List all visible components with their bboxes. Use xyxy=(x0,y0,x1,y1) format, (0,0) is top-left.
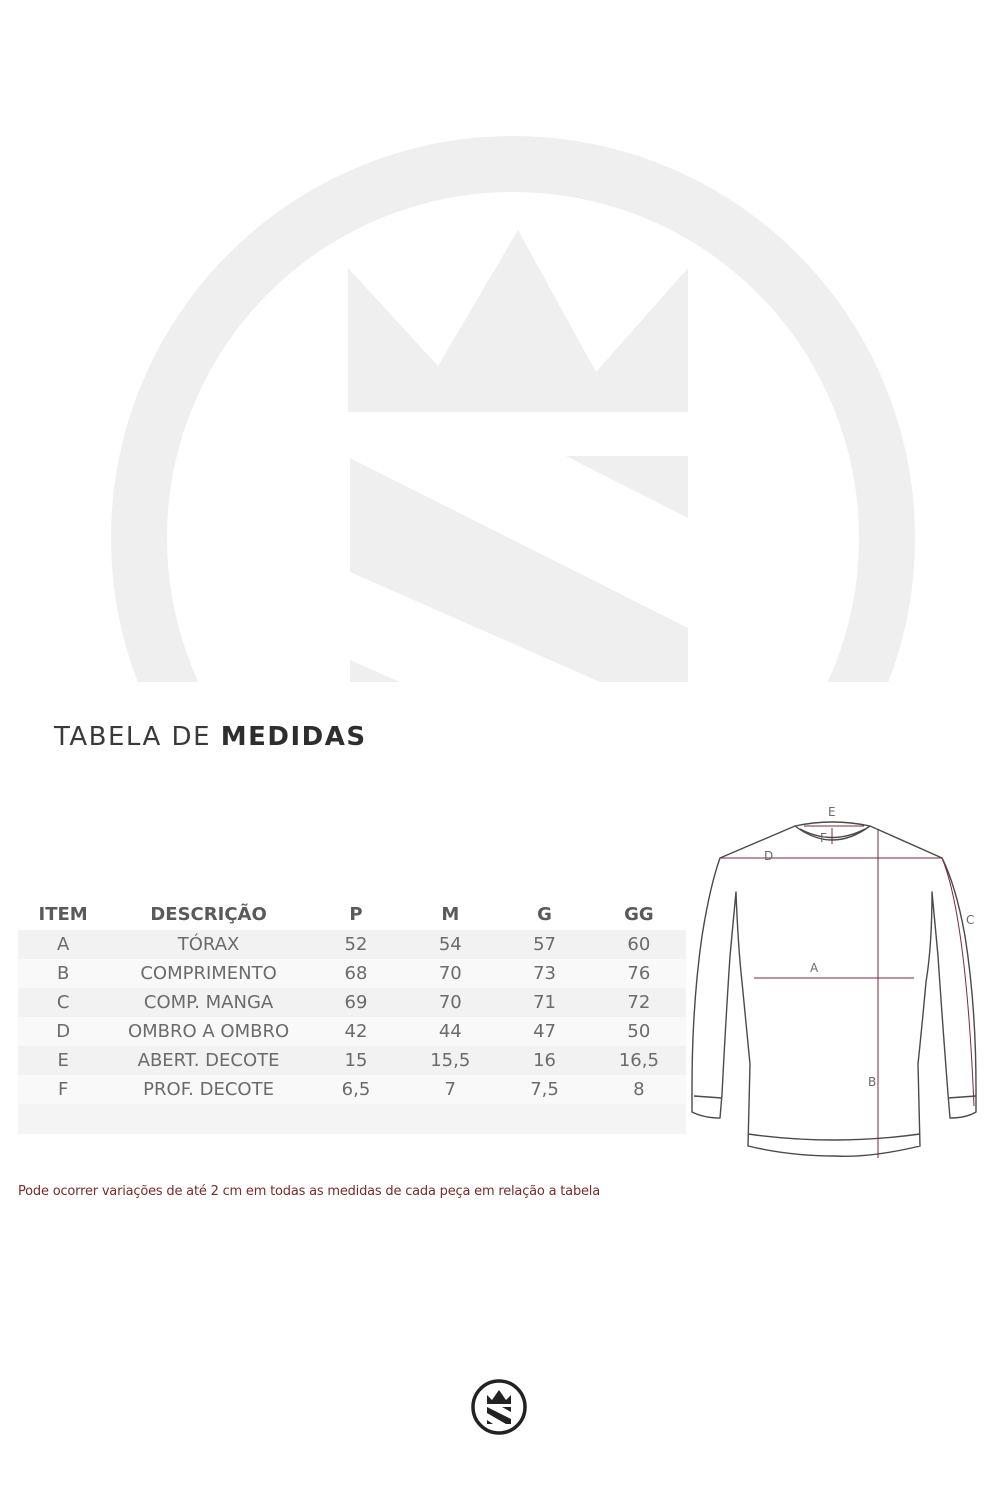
page-title-light: TABELA DE xyxy=(54,722,221,752)
cell-description: COMPRIMENTO xyxy=(108,959,309,988)
page-title xyxy=(54,722,367,752)
table-row xyxy=(18,1075,686,1104)
garment-measurement-diagram xyxy=(680,796,990,1176)
table-row xyxy=(18,1017,686,1046)
table-row xyxy=(18,988,686,1017)
label-c: C xyxy=(966,913,975,927)
cell-description: ABERT. DECOTE xyxy=(108,1046,309,1075)
cell-size-m: 7 xyxy=(403,1075,497,1104)
measurement-lines xyxy=(720,826,974,1158)
cell-description: TÓRAX xyxy=(108,930,309,959)
table-row xyxy=(18,1046,686,1075)
cell-size-p: 52 xyxy=(309,930,403,959)
label-b: B xyxy=(868,1075,877,1089)
label-f: F xyxy=(820,831,827,845)
cell-size-gg: 72 xyxy=(592,988,686,1017)
watermark-logo xyxy=(0,0,1000,682)
table-row xyxy=(18,930,686,959)
cell-size-gg: 8 xyxy=(592,1075,686,1104)
cell-item: B xyxy=(18,959,108,988)
cell-item: A xyxy=(18,930,108,959)
size-table xyxy=(18,898,686,1134)
crown-logo-icon xyxy=(470,1378,528,1436)
label-a: A xyxy=(810,961,819,975)
cell-size-p: 15 xyxy=(309,1046,403,1075)
cell-item: E xyxy=(18,1046,108,1075)
cell-item: D xyxy=(18,1017,108,1046)
cell-size-m: 70 xyxy=(403,959,497,988)
cell-size-gg: 60 xyxy=(592,930,686,959)
label-d: D xyxy=(764,849,774,863)
page-title-bold: MEDIDAS xyxy=(220,722,367,752)
cell-size-m: 54 xyxy=(403,930,497,959)
table-header-row xyxy=(18,898,686,930)
cell-size-p: 68 xyxy=(309,959,403,988)
cell-description: COMP. MANGA xyxy=(108,988,309,1017)
cell-size-g: 47 xyxy=(497,1017,591,1046)
cell-size-m: 70 xyxy=(403,988,497,1017)
cell-description: PROF. DECOTE xyxy=(108,1075,309,1104)
header-size-p: P xyxy=(349,903,363,925)
disclaimer-note: Pode ocorrer variações de até 2 cm em todas as medidas de cada peça em relação a tabela xyxy=(18,1184,600,1199)
sweatshirt-outline xyxy=(692,822,976,1156)
header-description: DESCRIÇÃO xyxy=(150,903,267,925)
cell-size-g: 7,5 xyxy=(497,1075,591,1104)
cell-size-g: 71 xyxy=(497,988,591,1017)
cell-size-gg: 76 xyxy=(592,959,686,988)
table-empty-row xyxy=(18,1104,686,1134)
cell-item: C xyxy=(18,988,108,1017)
cell-size-g: 73 xyxy=(497,959,591,988)
cell-size-m: 15,5 xyxy=(403,1046,497,1075)
cell-size-p: 69 xyxy=(309,988,403,1017)
table-row xyxy=(18,959,686,988)
cell-size-g: 57 xyxy=(497,930,591,959)
measurement-labels xyxy=(764,805,974,1089)
cell-item: F xyxy=(18,1075,108,1104)
cell-size-p: 42 xyxy=(309,1017,403,1046)
cell-size-g: 16 xyxy=(497,1046,591,1075)
header-size-gg: GG xyxy=(624,903,654,925)
cell-description: OMBRO A OMBRO xyxy=(108,1017,309,1046)
cell-size-m: 44 xyxy=(403,1017,497,1046)
header-size-g: G xyxy=(537,903,552,925)
cell-size-p: 6,5 xyxy=(309,1075,403,1104)
header-item: ITEM xyxy=(38,903,88,925)
cell-size-gg: 16,5 xyxy=(592,1046,686,1075)
label-e: E xyxy=(828,805,836,819)
cell-size-gg: 50 xyxy=(592,1017,686,1046)
header-size-m: M xyxy=(441,903,460,925)
